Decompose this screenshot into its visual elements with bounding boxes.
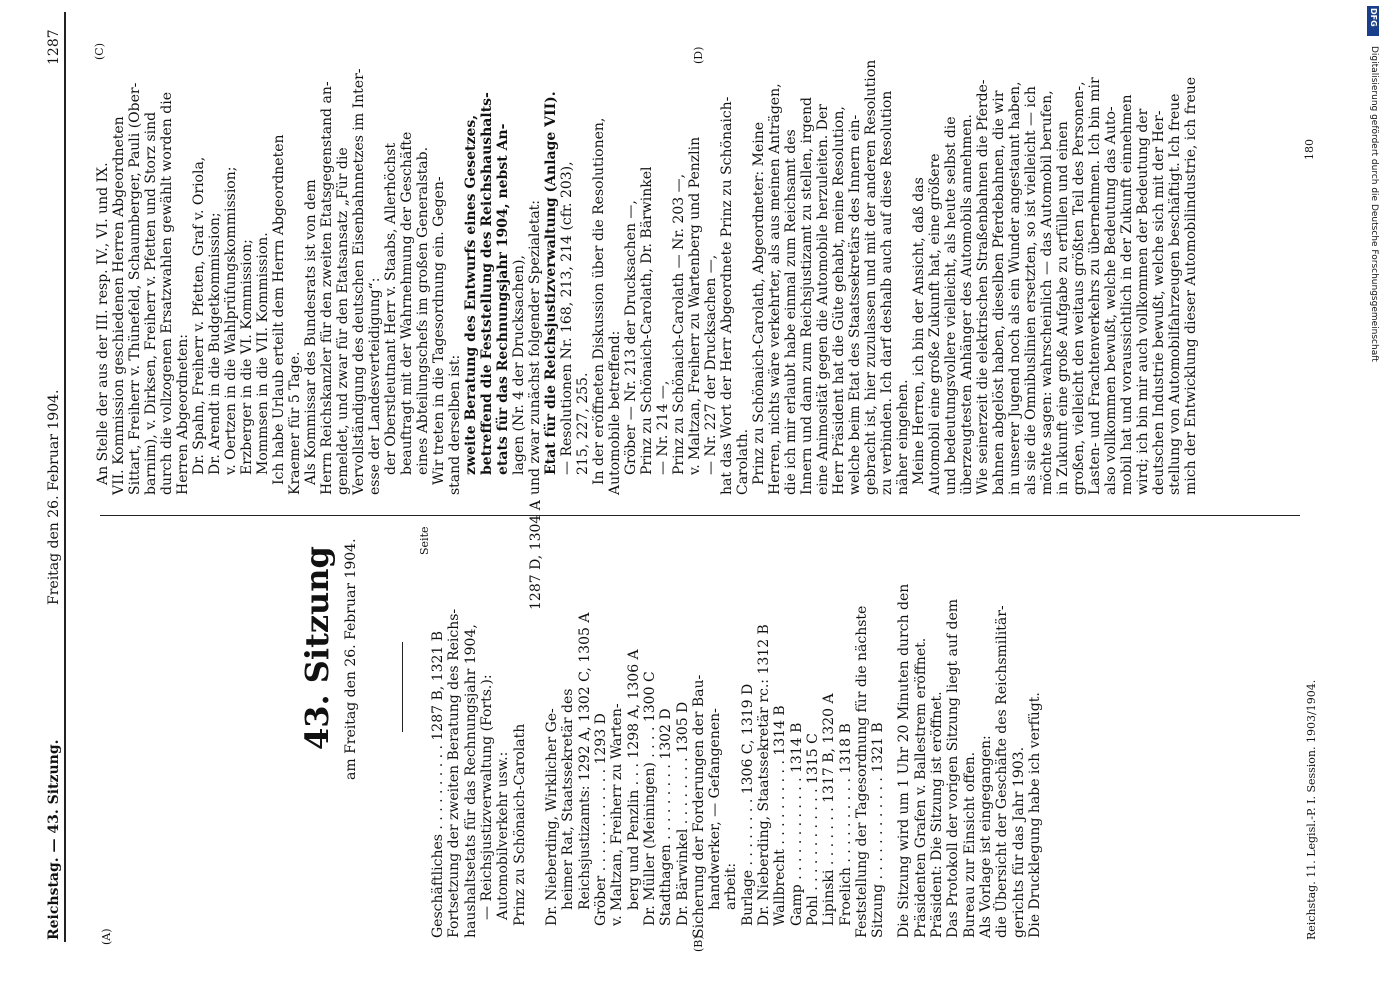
right-line: v. Oertzen in die Wahlprüfungskommission; [223,166,239,475]
right-line: Innern und dann zum Reichsjustizamt zu stellen, irgend [799,97,815,495]
right-line: Carolath. [735,428,751,495]
dfg-logo: DFG [1367,6,1379,36]
right-line: eine Animosität gegen die Automobile herzuleiten. Der [815,104,831,495]
left-line: Automobilverkehr usw.: [495,751,512,920]
right-line: — Nr. 227 der Drucksachen —, [703,254,719,475]
right-line: Herr Präsident hat die Güte gehabt, meine Resolution, [831,106,847,495]
left-line: Lipinski . . . . . . . 1317 B, 1320 A [821,693,838,926]
column-divider [100,515,1300,516]
left-line: v. Maltzan, Freiherr zu Warten- [609,703,626,926]
right-line: gemeldet, und zwar für den Etatsansatz „Für die [335,147,351,495]
right-line: großen, vielleicht den weitaus größten Teil des Personen-, [1071,81,1087,495]
right-line: näher eingehen. [895,379,911,495]
right-line: Sittart, Freiherr v. Thünefeld, Schaumberger, Pauli (Ober- [127,82,143,495]
left-line: Dr. Müller (Meiningen) . . . . 1300 C [641,671,658,926]
left-line: Dr. Bärwinkel . . . . . . . . 1305 D [674,701,691,926]
right-line: etats für das Rechnungsjahr 1904, nebst An- [495,123,511,475]
right-line: als sie die Omnibuslinien ersetzten, so ist vielleicht — ich [1023,86,1039,495]
right-line: Ich habe Urlaub erteilt dem Herrn Abgeordneten [271,134,287,485]
header-rule [64,12,66,942]
right-line: Prinz zu Schönaich-Carolath, Abgeordneter: Meine [751,121,767,485]
right-line: stand derselben ist: [447,354,463,495]
right-line: An Stelle der aus der III. resp. IV., VI. und IX. [95,162,111,485]
right-line: lagen (Nr. 4 der Drucksachen), [511,255,527,475]
right-line: zu verbinden. Ich darf deshalb auch auf diese Resolution [879,90,895,495]
dfg-stamp [1367,6,1379,994]
right-line: Etat für die Reichsjustizverwaltung (Anlage VII). [543,91,559,475]
right-line: Mommsen in die VII. Kommission. [255,232,271,475]
signature: 180 [1303,139,1316,160]
right-line: Als Kommissar des Bundesrats ist von dem [303,179,319,485]
left-line: Präsident: Die Sitzung ist eröffnet. [929,691,945,938]
right-line: barnim), v. Dirksen, Freiherr v. Pfetten und Storz sind [143,111,159,495]
left-line: Prinz zu Schönaich-Carolath [511,723,528,926]
session-date: am Freitag den 26. Februar 1904. [343,538,359,780]
right-line: also vollkommen bewußt, welche Bedeutung das Auto- [1103,106,1119,495]
footer: Reichstag. 11. Legisl.-P. I. Session. 1903/1904. [1305,679,1318,940]
left-line: die Übersicht der Geschäfte des Reichsmilitär- [994,605,1011,938]
right-line: Kraemer für 5 Tage. [287,351,303,495]
right-line: Gröber — Nr. 213 der Drucksachen —, [623,200,639,475]
right-line: Vervollständigung des deutschen Eisenbahnnetzes im Inter- [351,68,367,495]
right-line: in unserer Jugend noch als ein Wunder angestaunt haben, [1007,81,1023,495]
right-line: deutschen Industrie bewußt, welche sich mit der Her- [1151,110,1167,495]
seite-label: Seite [418,526,431,555]
right-line: mobil hat und voraussichtlich in der Zukunft einnehmen [1119,94,1135,495]
left-line: Wallbrecht . . . . . . . . . . 1314 B [772,705,789,926]
right-line: Dr. Spahn, Freiherr v. Pfetten, Graf v. Oriola, [191,156,207,475]
left-line: Fortsetzung der zweiten Beratung des Reichs- [446,608,463,938]
right-line: Prinz zu Schönaich-Carolath, Dr. Bärwinkel [639,166,655,475]
left-line: Bureau zur Einsicht offen. [961,751,978,938]
right-line: stellung von Automobilfahrzeugen beschäftigt. Ich freue [1167,93,1183,495]
right-line: Wir treten in die Tagesordnung ein. Gegen- [431,176,447,485]
left-line: Burlage . . . . . . . . 1306 C, 1319 D [739,683,756,926]
right-line: — Nr. 214 —, [655,380,671,475]
right-line: Herren Abgeordneten: [175,334,191,495]
right-line: Erzberger in die VI. Kommission; [239,239,255,475]
left-line: Als Vorlage ist eingegangen: [977,735,994,938]
left-line: Das Protokoll der vorigen Sitzung liegt auf dem [945,598,962,938]
session-title: 43. Sitzung [298,546,336,750]
left-line: Sicherung der Forderungen der Bau- [690,674,707,938]
right-line: bahnen abgelöst haben, dieselben Pferdebahnen, die wir [991,90,1007,495]
margin-letter-b: (B) [692,935,705,952]
right-line: Dr. Arendt in die Budgetkommission; [207,212,223,475]
left-line: gerichts für das Jahr 1903. [1010,746,1027,938]
left-line: Pohl . . . . . . . . . . . . 1315 C [804,733,821,926]
left-line: Gröber . . . . . . . . . . . . 1293 D [593,713,609,926]
right-line: Herren, nichts wäre verkehrter, als aus meinen Anträgen, [767,83,783,495]
title-rule [402,642,403,732]
left-line: Geschäftliches . . . . . . . . . . 1287 B, 1321 B [430,630,446,938]
left-line: berg und Penzlin . . . 1298 A, 1306 A [625,649,642,910]
left-line: handwerker, — Gefangenen- [707,708,724,910]
right-line: Meine Herren, ich bin der Ansicht, daß das [911,177,927,485]
header-center: Freitag den 26. Februar 1904. [46,389,62,605]
left-line: — Reichsjustizverwaltung (Forts.): [478,674,495,920]
right-line: Lasten- und Frachtenverkehrs zu übernehmen. Ich bin mir [1087,77,1103,495]
margin-letter-a: (A) [100,928,113,945]
right-line: 215, 227, 255. [575,372,591,475]
left-line: 1287 D, 1304 A [527,500,544,610]
dfg-stamp-text: Digitalisierung gefördert durch die Deutsche Forschungsgemeinschaft [1369,46,1379,362]
left-line: Präsidenten Grafen v. Ballestrem eröffnet. [912,637,929,938]
right-line: in Zukunft eine große Aufgabe zu erfüllen und einen [1055,121,1071,495]
left-line: arbeit: [723,862,740,910]
right-line: v. Maltzan, Freiherr zu Wartenberg und Penzlin [687,136,703,475]
header-left: Reichstag. — 43. Sitzung. [46,739,62,940]
margin-letter-d: (D) [692,46,705,64]
left-line: Die Sitzung wird um 1 Uhr 20 Minuten durch den [896,583,913,938]
right-line: beauftragt mit der Wahrnehmung der Geschäfte [399,131,415,475]
right-line: die ich mir erlaubt habe einmal zum Reichsamt des [783,129,799,495]
left-line: Stadthagen . . . . . . . . . 1302 D [658,708,675,926]
right-line: betreffend die Feststellung des Reichshaushalts- [479,92,495,475]
left-line: Die Drucklegung habe ich verfügt. [1026,692,1043,938]
right-line: hat das Wort der Herr Abgeordnete Prinz zu Schönaich- [719,96,735,495]
right-line: und zwar zunächst folgender Spezialetat: [527,199,543,495]
margin-letter-c: (C) [93,43,106,60]
right-line: Wie seinerzeit die elektrischen Straßenbahnen die Pferde- [975,79,991,495]
left-line: Froelich . . . . . . . . . . 1318 B [837,723,854,926]
right-line: Automobile betreffend: [607,330,623,495]
right-line: wird; ich bin mir auch vollkommen der Bedeutung der [1135,108,1151,495]
right-line: eines Abteilungschefs im großen Generalstab. [415,146,431,475]
left-line: Dr. Nieberding, Staatssekretär rc.: 1312 B [756,624,772,926]
left-line: Reichsjustizamts: 1292 A, 1302 C, 1305 A [576,612,593,910]
right-line: Automobil eine große Zukunft hat, eine größere [927,153,943,495]
right-line: welche beim Etat des Staatssekretärs des Innern ein- [847,114,863,495]
right-line: gebracht ist, hier zuzulassen und mit der anderen Resolution [863,59,879,495]
right-line: In der eröffneten Diskussion über die Resolutionen, [591,117,607,485]
right-line: und bedeutungsvollere vielleicht, als heute selbst die [943,116,959,495]
left-line: haushaltsetats für das Rechnungsjahr 1904, [462,624,479,938]
right-line: Herrn Reichskanzler für den zweiten Etatsgegenstand an- [319,81,335,495]
right-line: überzeugtesten Anhänger des Automobils annehmen. [959,114,975,495]
left-line: heimer Rat, Staatssekretär des [560,688,577,910]
right-line: esse der Landesverteidigung“: [367,277,383,495]
left-line: Feststellung der Tagesordnung für die nächste [853,605,870,938]
right-line: VII. Kommission geschiedenen Herren Abgeordneten [111,116,127,495]
left-line: Dr. Nieberding, Wirklicher Ge- [544,708,561,926]
left-line: Gamp . . . . . . . . . . . . 1314 B [788,722,805,926]
page-number: 1287 [46,29,62,65]
left-line: Sitzung . . . . . . . . . . . . 1321 B [870,722,887,938]
right-line: möchte sagen: wahrscheinlich — das Automobil berufen, [1039,90,1055,495]
right-line: durch die vollzogenen Ersatzwahlen gewählt worden die [159,92,175,495]
right-line: Prinz zu Schönaich-Carolath — Nr. 203 —, [671,173,687,475]
right-line: der Oberstleutnant Herr v. Staabs, Allerhöchst [383,142,399,475]
right-line: — Resolutionen Nr. 168, 213, 214 (cfr. 203), [559,161,575,475]
right-line: zweite Beratung des Entwurfs eines Gesetzes, [463,114,479,475]
right-line: mich der Entwicklung dieser Automobilindustrie, ich freue [1183,76,1199,495]
